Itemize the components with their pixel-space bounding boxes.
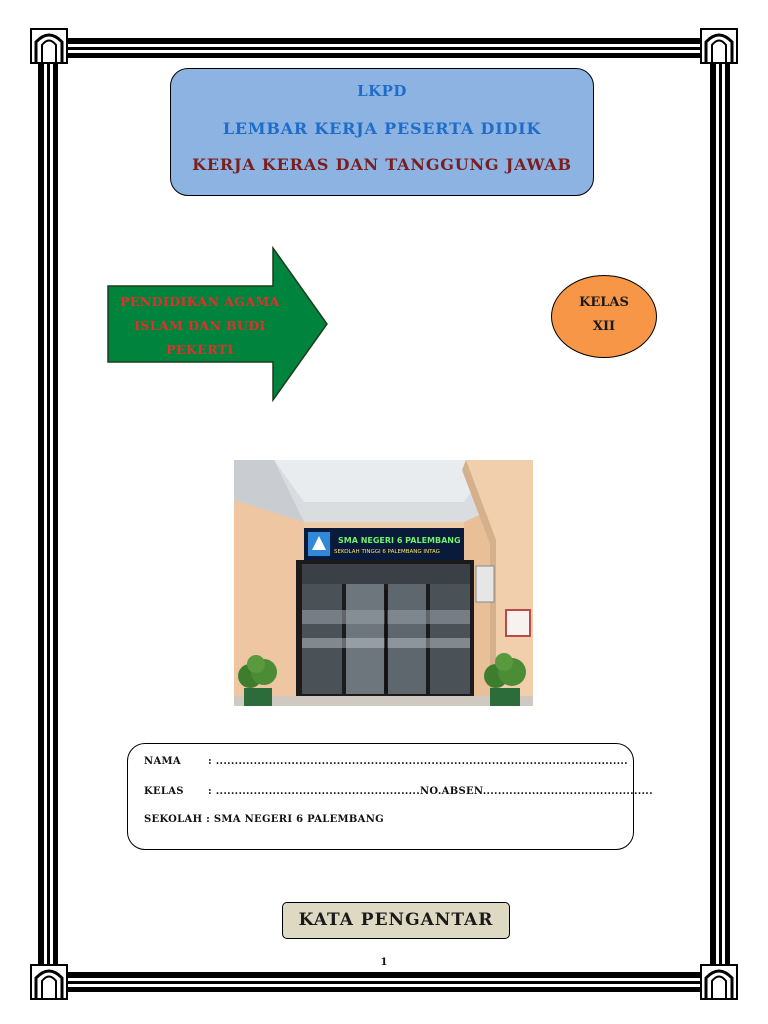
school-building-illustration <box>234 460 533 706</box>
border-bottom <box>52 972 716 992</box>
school-entrance-photo <box>234 460 533 706</box>
student-identity-box <box>127 743 653 850</box>
page-number: 1 <box>380 957 388 968</box>
kelas-badge <box>551 275 657 358</box>
absen-field[interactable]: ............................................. <box>482 786 653 797</box>
title-theme: KERJA KERAS DAN TANGGUNG JAWAB <box>192 155 572 174</box>
title-lembar-kerja: LEMBAR KERJA PESERTA DIDIK <box>222 119 542 138</box>
title-box <box>170 68 594 196</box>
border-right <box>710 52 730 978</box>
subject-line-1: PENDIDIKAN AGAMA <box>120 294 280 309</box>
nama-label: NAMA <box>144 756 181 767</box>
kata-pengantar-heading: KATA PENGANTAR <box>282 902 510 939</box>
border-top-line <box>52 44 716 47</box>
subject-line-3: PEKERTI <box>166 342 234 357</box>
border-left-line <box>50 52 53 978</box>
border-top <box>52 38 716 58</box>
border-bottom-line <box>52 984 716 987</box>
kelas-row <box>144 786 653 797</box>
border-left-line <box>44 52 47 978</box>
absen-label: NO.ABSEN <box>419 786 483 797</box>
kelas-label: KELAS <box>579 295 629 310</box>
corner-ornament-icon <box>30 28 68 64</box>
border-right-line <box>722 52 725 978</box>
title-lkpd: LKPD <box>357 82 407 100</box>
border-bottom-line <box>52 978 716 981</box>
sign-subtitle: SEKOLAH TINGGI 6 PALEMBANG INTAG <box>334 549 440 555</box>
nama-row <box>144 756 628 767</box>
corner-ornament-icon <box>700 28 738 64</box>
corner-ornament-icon <box>30 964 68 1000</box>
nama-field[interactable]: : ............................................................................................................. <box>208 756 628 767</box>
sign-school-name: SMA NEGERI 6 PALEMBANG <box>338 536 461 545</box>
corner-ornament-icon <box>700 964 738 1000</box>
subject-line-2: ISLAM DAN BUDI <box>134 318 266 333</box>
border-top-line <box>52 50 716 53</box>
sekolah-row: SEKOLAH : SMA NEGERI 6 PALEMBANG <box>144 814 384 825</box>
border-left <box>38 52 58 978</box>
kelas-field[interactable]: : ...................................................... <box>208 786 420 797</box>
border-right-line <box>716 52 719 978</box>
kelas-value: XII <box>592 319 616 334</box>
kelas-field-label: KELAS <box>144 786 184 797</box>
subject-label <box>108 290 292 362</box>
